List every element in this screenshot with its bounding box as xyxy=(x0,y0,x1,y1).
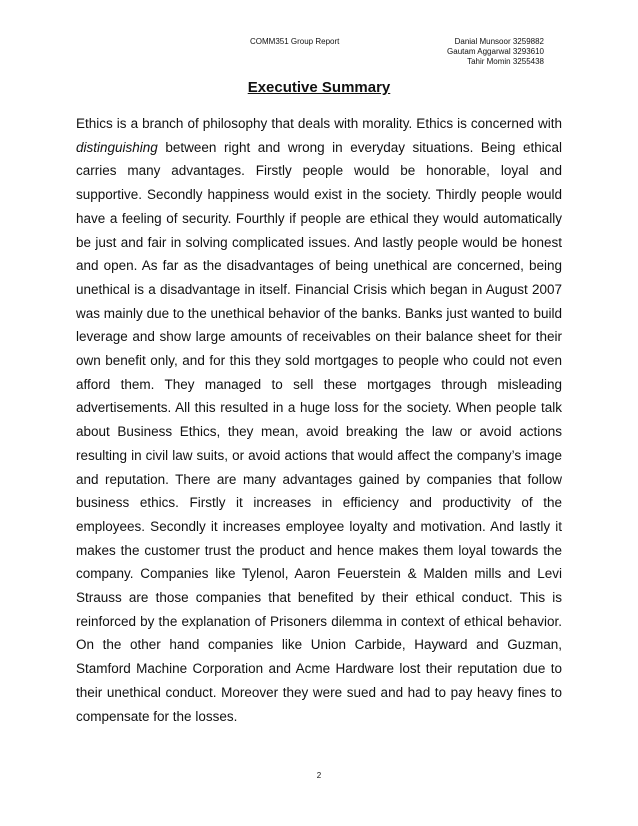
header-course-title: COMM351 Group Report xyxy=(250,37,340,46)
paragraph-main-text: between right and wrong in everyday situations. Being ethical carries many advantages. Firstly people would be honorable, loyal and supportive. Secondly happiness would exist in the society. Thirdly people would have a feeling of security. Fourthly if people are ethical they would automatically be just and fair in solving complicated issues. And lastly people would be honest and open. As far as the disadvantages of being unethical are concerned, being unethical is a disadvantage in itself. Financial Crisis which began in August 2007 was mainly due to the unethical behavior of the banks. Banks just wanted to build leverage and show large amounts of receivables on their balance sheet for their own benefit only, and for this they sold mortgages to people who could not even afford them. They managed to sell these mortgages through misleading advertisements. All this resulted in a huge loss for the society. When people talk about Business Ethics, they mean, avoid breaking the law or avoid actions resulting in civil law suits, or avoid actions that would affect the company’s image and reputation. There are many advantages gained by companies that follow business ethics. Firstly it increases in efficiency and productivity of the employees. Secondly it increases employee loyalty and motivation. And lastly it makes the customer trust the product and hence makes them loyal towards the company. Companies like Tylenol, Aaron Feuerstein & Malden mills and Levi Strauss are those companies that benefited by their ethical conduct. This is reinforced by the explanation of Prisoners dilemma in context of ethical behavior. On the other hand companies like Union Carbide, Hayward and Guzman, Stamford Machine Corporation and Acme Hardware lost their reputation due to their unethical conduct. Moreover they were sued and had to pay heavy fines to compensate for the losses. xyxy=(76,139,562,724)
page-title: Executive Summary xyxy=(247,79,391,96)
header-author-1: Danial Munsoor 3259882 xyxy=(454,37,544,46)
header-author-3: Tahir Momin 3255438 xyxy=(467,57,544,66)
page-number: 2 xyxy=(316,771,322,780)
paragraph-lead-text: Ethics is a branch of philosophy that deals with morality. Ethics is concerned with xyxy=(76,116,562,131)
paragraph-emphasis-text: distinguishing xyxy=(76,139,158,155)
executive-summary-paragraph xyxy=(76,112,562,728)
header-authors xyxy=(447,37,544,67)
header-author-2: Gautam Aggarwal 3293610 xyxy=(447,47,544,56)
